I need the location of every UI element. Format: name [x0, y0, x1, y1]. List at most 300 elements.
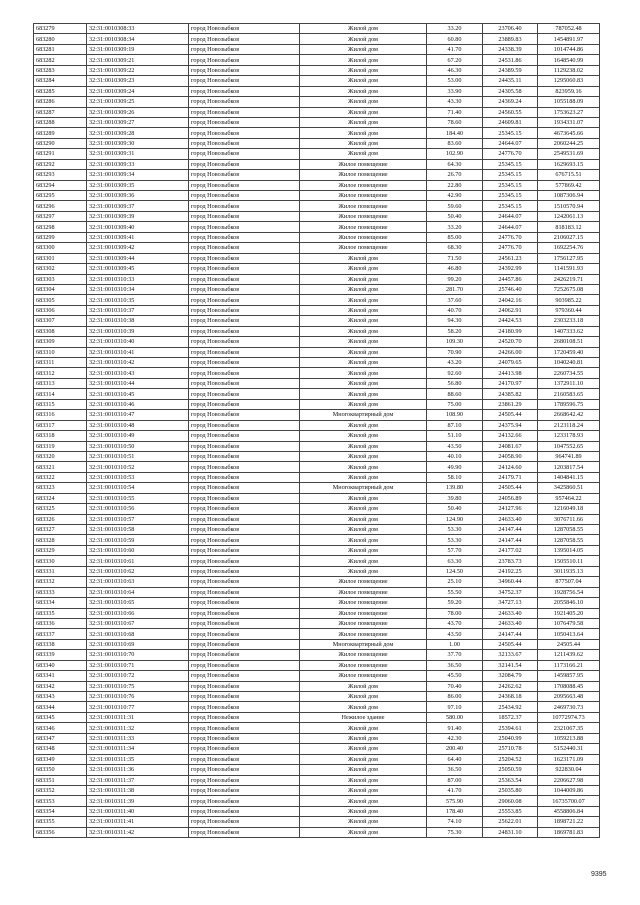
- location-cell: город Новозыбков: [189, 441, 300, 451]
- location-cell: город Новозыбков: [189, 24, 300, 34]
- row-number-cell: 683331: [34, 566, 87, 576]
- location-cell: город Новозыбков: [189, 556, 300, 566]
- area-cell: 58.20: [427, 326, 483, 336]
- table-row: [34, 827, 600, 837]
- location-cell: город Новозыбков: [189, 785, 300, 795]
- location-cell: город Новозыбков: [189, 514, 300, 524]
- table-row: [34, 399, 600, 409]
- unit-value-cell: 25345.15: [483, 170, 538, 180]
- cadastral-value-cell: 1242061.13: [538, 211, 600, 221]
- cadastral-value-cell: 16735700.07: [538, 796, 600, 806]
- area-cell: 22.80: [427, 180, 483, 190]
- cadastral-value-cell: 1055188.09: [538, 97, 600, 107]
- object-type-cell: Жилой дом: [300, 264, 427, 274]
- cadastral-number-cell: 32:31:0010309:25: [87, 97, 189, 107]
- unit-value-cell: 24505.44: [483, 639, 538, 649]
- cadastral-number-cell: 32:31:0010310:71: [87, 660, 189, 670]
- unit-value-cell: 24633.40: [483, 608, 538, 618]
- location-cell: город Новозыбков: [189, 525, 300, 535]
- unit-value-cell: 24147.44: [483, 535, 538, 545]
- location-cell: город Новозыбков: [189, 170, 300, 180]
- unit-value-cell: 25345.15: [483, 191, 538, 201]
- location-cell: город Новозыбков: [189, 462, 300, 472]
- row-number-cell: 683299: [34, 232, 87, 242]
- row-number-cell: 683324: [34, 493, 87, 503]
- register-sheet: [33, 23, 599, 838]
- unit-value-cell: 24170.97: [483, 378, 538, 388]
- location-cell: город Новозыбков: [189, 399, 300, 409]
- area-cell: 99.20: [427, 274, 483, 284]
- unit-value-cell: 25345.15: [483, 159, 538, 169]
- cadastral-number-cell: 32:31:0010309:35: [87, 180, 189, 190]
- object-type-cell: Жилое помещение: [300, 243, 427, 253]
- cadastral-number-cell: 32:31:0010310:59: [87, 535, 189, 545]
- cadastral-number-cell: 32:31:0010310:77: [87, 702, 189, 712]
- unit-value-cell: 24127.96: [483, 504, 538, 514]
- table-row: [34, 420, 600, 430]
- cadastral-number-cell: 32:31:0010310:56: [87, 504, 189, 514]
- row-number-cell: 683313: [34, 378, 87, 388]
- area-cell: 46.80: [427, 264, 483, 274]
- cadastral-number-cell: 32:31:0010309:27: [87, 117, 189, 127]
- cadastral-value-cell: 24505.44: [538, 639, 600, 649]
- area-cell: 75.30: [427, 827, 483, 837]
- area-cell: 83.60: [427, 138, 483, 148]
- cadastral-value-cell: 2095663.48: [538, 692, 600, 702]
- cadastral-value-cell: 1287058.55: [538, 535, 600, 545]
- row-number-cell: 683310: [34, 347, 87, 357]
- table-row: [34, 733, 600, 743]
- object-type-cell: Жилое помещение: [300, 577, 427, 587]
- cadastral-number-cell: 32:31:0010310:53: [87, 472, 189, 482]
- location-cell: город Новозыбков: [189, 107, 300, 117]
- area-cell: 26.70: [427, 170, 483, 180]
- cadastral-number-cell: 32:31:0010311:41: [87, 817, 189, 827]
- row-number-cell: 683303: [34, 274, 87, 284]
- object-type-cell: Многоквартирный дом: [300, 410, 427, 420]
- cadastral-number-cell: 32:31:0010311:33: [87, 733, 189, 743]
- object-type-cell: Жилое помещение: [300, 232, 427, 242]
- location-cell: город Новозыбков: [189, 138, 300, 148]
- area-cell: 580.00: [427, 712, 483, 722]
- cadastral-value-cell: 2160583.65: [538, 389, 600, 399]
- cadastral-value-cell: 877507.04: [538, 577, 600, 587]
- area-cell: 178.40: [427, 806, 483, 816]
- cadastral-number-cell: 32:31:0010311:38: [87, 785, 189, 795]
- row-number-cell: 683304: [34, 284, 87, 294]
- area-cell: 108.90: [427, 410, 483, 420]
- area-cell: 88.60: [427, 389, 483, 399]
- location-cell: город Новозыбков: [189, 44, 300, 54]
- cadastral-value-cell: 3425860.51: [538, 483, 600, 493]
- cadastral-value-cell: 1692254.76: [538, 243, 600, 253]
- object-type-cell: Жилое помещение: [300, 598, 427, 608]
- location-cell: город Новозыбков: [189, 817, 300, 827]
- object-type-cell: Жилой дом: [300, 545, 427, 555]
- cadastral-value-cell: 922830.04: [538, 765, 600, 775]
- cadastral-number-cell: 32:31:0010309:39: [87, 211, 189, 221]
- area-cell: 45.50: [427, 671, 483, 681]
- cadastral-number-cell: 32:31:0010310:34: [87, 284, 189, 294]
- cadastral-value-cell: 3076711.66: [538, 514, 600, 524]
- table-row: [34, 211, 600, 221]
- unit-value-cell: 24368.18: [483, 692, 538, 702]
- unit-value-cell: 24192.25: [483, 566, 538, 576]
- table-row: [34, 650, 600, 660]
- table-row: [34, 389, 600, 399]
- area-cell: 64.40: [427, 754, 483, 764]
- object-type-cell: Жилой дом: [300, 817, 427, 827]
- cadastral-value-cell: 2303233.18: [538, 316, 600, 326]
- object-type-cell: Жилое помещение: [300, 201, 427, 211]
- row-number-cell: 683280: [34, 34, 87, 44]
- area-cell: 42.90: [427, 191, 483, 201]
- table-row: [34, 232, 600, 242]
- location-cell: город Новозыбков: [189, 577, 300, 587]
- unit-value-cell: 23861.29: [483, 399, 538, 409]
- area-cell: 53.30: [427, 535, 483, 545]
- table-row: [34, 65, 600, 75]
- cadastral-value-cell: 1756127.95: [538, 253, 600, 263]
- table-row: [34, 681, 600, 691]
- unit-value-cell: 24056.89: [483, 493, 538, 503]
- location-cell: город Новозыбков: [189, 827, 300, 837]
- area-cell: 39.80: [427, 493, 483, 503]
- object-type-cell: Жилой дом: [300, 827, 427, 837]
- cadastral-number-cell: 32:31:0010309:19: [87, 44, 189, 54]
- cadastral-number-cell: 32:31:0010310:70: [87, 650, 189, 660]
- row-number-cell: 683293: [34, 170, 87, 180]
- table-row: [34, 264, 600, 274]
- location-cell: город Новозыбков: [189, 337, 300, 347]
- location-cell: город Новозыбков: [189, 618, 300, 628]
- cadastral-value-cell: 1044009.86: [538, 785, 600, 795]
- cadastral-number-cell: 32:31:0010310:69: [87, 639, 189, 649]
- unit-value-cell: 24132.66: [483, 431, 538, 441]
- row-number-cell: 683282: [34, 55, 87, 65]
- unit-value-cell: 24505.44: [483, 410, 538, 420]
- location-cell: город Новозыбков: [189, 243, 300, 253]
- cadastral-value-cell: 1505510.11: [538, 556, 600, 566]
- area-cell: 43.70: [427, 618, 483, 628]
- cadastral-number-cell: 32:31:0010309:45: [87, 264, 189, 274]
- unit-value-cell: 25622.01: [483, 817, 538, 827]
- cadastral-value-cell: 1898721.22: [538, 817, 600, 827]
- cadastral-number-cell: 32:31:0010310:39: [87, 326, 189, 336]
- cadastral-value-cell: 1129238.02: [538, 65, 600, 75]
- unit-value-cell: 24369.24: [483, 97, 538, 107]
- cadastral-value-cell: 1623171.09: [538, 754, 600, 764]
- cadastral-value-cell: 1211439.62: [538, 650, 600, 660]
- object-type-cell: Жилой дом: [300, 692, 427, 702]
- row-number-cell: 683290: [34, 138, 87, 148]
- row-number-cell: 683286: [34, 97, 87, 107]
- unit-value-cell: 25035.80: [483, 785, 538, 795]
- object-type-cell: Жилой дом: [300, 399, 427, 409]
- row-number-cell: 683317: [34, 420, 87, 430]
- unit-value-cell: 25710.78: [483, 744, 538, 754]
- object-type-cell: Жилой дом: [300, 504, 427, 514]
- unit-value-cell: 24392.99: [483, 264, 538, 274]
- row-number-cell: 683308: [34, 326, 87, 336]
- object-type-cell: Жилой дом: [300, 702, 427, 712]
- cadastral-value-cell: 1233178.93: [538, 431, 600, 441]
- cadastral-value-cell: 3011935.13: [538, 566, 600, 576]
- table-row: [34, 493, 600, 503]
- table-row: [34, 556, 600, 566]
- object-type-cell: Жилой дом: [300, 316, 427, 326]
- cadastral-number-cell: 32:31:0010310:43: [87, 368, 189, 378]
- cadastral-value-cell: 7252675.08: [538, 284, 600, 294]
- area-cell: 51.10: [427, 431, 483, 441]
- object-type-cell: Жилой дом: [300, 65, 427, 75]
- cadastral-number-cell: 32:31:0010309:24: [87, 86, 189, 96]
- unit-value-cell: 23706.40: [483, 24, 538, 34]
- cadastral-value-cell: 1173166.21: [538, 660, 600, 670]
- location-cell: город Новозыбков: [189, 55, 300, 65]
- cadastral-value-cell: 2321067.35: [538, 723, 600, 733]
- cadastral-number-cell: 32:31:0010310:63: [87, 577, 189, 587]
- location-cell: город Новозыбков: [189, 222, 300, 232]
- table-body: [34, 24, 600, 838]
- cadastral-number-cell: 32:31:0010310:40: [87, 337, 189, 347]
- cadastral-value-table: [33, 23, 600, 838]
- cadastral-number-cell: 32:31:0010310:38: [87, 316, 189, 326]
- area-cell: 40.70: [427, 305, 483, 315]
- row-number-cell: 683344: [34, 702, 87, 712]
- row-number-cell: 683354: [34, 806, 87, 816]
- object-type-cell: Жилой дом: [300, 86, 427, 96]
- unit-value-cell: 25434.92: [483, 702, 538, 712]
- table-row: [34, 618, 600, 628]
- table-row: [34, 545, 600, 555]
- table-row: [34, 180, 600, 190]
- object-type-cell: Жилой дом: [300, 347, 427, 357]
- unit-value-cell: 24305.58: [483, 86, 538, 96]
- location-cell: город Новозыбков: [189, 472, 300, 482]
- row-number-cell: 683322: [34, 472, 87, 482]
- cadastral-number-cell: 32:31:0010310:46: [87, 399, 189, 409]
- area-cell: 33.20: [427, 24, 483, 34]
- location-cell: город Новозыбков: [189, 410, 300, 420]
- unit-value-cell: 24079.65: [483, 358, 538, 368]
- cadastral-value-cell: 2469730.73: [538, 702, 600, 712]
- row-number-cell: 683285: [34, 86, 87, 96]
- cadastral-value-cell: 1295060.83: [538, 76, 600, 86]
- object-type-cell: Жилой дом: [300, 733, 427, 743]
- table-row: [34, 201, 600, 211]
- area-cell: 75.00: [427, 399, 483, 409]
- table-row: [34, 347, 600, 357]
- area-cell: 85.00: [427, 232, 483, 242]
- cadastral-value-cell: 1459857.95: [538, 671, 600, 681]
- table-row: [34, 817, 600, 827]
- unit-value-cell: 24776.70: [483, 149, 538, 159]
- object-type-cell: Жилой дом: [300, 44, 427, 54]
- row-number-cell: 683320: [34, 451, 87, 461]
- cadastral-value-cell: 1869781.83: [538, 827, 600, 837]
- unit-value-cell: 25345.15: [483, 180, 538, 190]
- cadastral-value-cell: 964741.89: [538, 451, 600, 461]
- location-cell: город Новозыбков: [189, 681, 300, 691]
- location-cell: город Новозыбков: [189, 493, 300, 503]
- table-row: [34, 587, 600, 597]
- cadastral-value-cell: 1216049.18: [538, 504, 600, 514]
- table-row: [34, 284, 600, 294]
- cadastral-value-cell: 2060244.25: [538, 138, 600, 148]
- unit-value-cell: 24042.16: [483, 295, 538, 305]
- table-row: [34, 525, 600, 535]
- row-number-cell: 683336: [34, 618, 87, 628]
- table-row: [34, 159, 600, 169]
- unit-value-cell: 23783.73: [483, 556, 538, 566]
- location-cell: город Новозыбков: [189, 535, 300, 545]
- cadastral-value-cell: 787052.48: [538, 24, 600, 34]
- table-row: [34, 24, 600, 34]
- table-row: [34, 692, 600, 702]
- unit-value-cell: 24609.81: [483, 117, 538, 127]
- table-row: [34, 451, 600, 461]
- cadastral-number-cell: 32:31:0010308:34: [87, 34, 189, 44]
- cadastral-value-cell: 1141591.93: [538, 264, 600, 274]
- unit-value-cell: 24831.10: [483, 827, 538, 837]
- page-number: 9395: [591, 871, 607, 878]
- location-cell: город Новозыбков: [189, 295, 300, 305]
- location-cell: город Новозыбков: [189, 368, 300, 378]
- unit-value-cell: 24457.86: [483, 274, 538, 284]
- row-number-cell: 683316: [34, 410, 87, 420]
- object-type-cell: Жилое помещение: [300, 608, 427, 618]
- object-type-cell: Жилой дом: [300, 441, 427, 451]
- unit-value-cell: 24776.70: [483, 232, 538, 242]
- table-row: [34, 86, 600, 96]
- cadastral-number-cell: 32:31:0010311:34: [87, 744, 189, 754]
- row-number-cell: 683332: [34, 577, 87, 587]
- area-cell: 50.40: [427, 504, 483, 514]
- area-cell: 41.70: [427, 785, 483, 795]
- cadastral-value-cell: 1648540.99: [538, 55, 600, 65]
- table-row: [34, 295, 600, 305]
- unit-value-cell: 24644.07: [483, 211, 538, 221]
- object-type-cell: Жилой дом: [300, 556, 427, 566]
- cadastral-number-cell: 32:31:0010309:31: [87, 149, 189, 159]
- table-row: [34, 598, 600, 608]
- cadastral-number-cell: 32:31:0010309:21: [87, 55, 189, 65]
- area-cell: 53.30: [427, 525, 483, 535]
- unit-value-cell: 24147.44: [483, 629, 538, 639]
- unit-value-cell: 32084.79: [483, 671, 538, 681]
- cadastral-number-cell: 32:31:0010309:40: [87, 222, 189, 232]
- location-cell: город Новозыбков: [189, 117, 300, 127]
- object-type-cell: Жилой дом: [300, 723, 427, 733]
- location-cell: город Новозыбков: [189, 201, 300, 211]
- cadastral-number-cell: 32:31:0010310:33: [87, 274, 189, 284]
- row-number-cell: 683281: [34, 44, 87, 54]
- object-type-cell: Жилой дом: [300, 305, 427, 315]
- location-cell: город Новозыбков: [189, 159, 300, 169]
- table-row: [34, 358, 600, 368]
- location-cell: город Новозыбков: [189, 347, 300, 357]
- row-number-cell: 683291: [34, 149, 87, 159]
- table-row: [34, 754, 600, 764]
- location-cell: город Новозыбков: [189, 545, 300, 555]
- cadastral-number-cell: 32:31:0010308:33: [87, 24, 189, 34]
- cadastral-number-cell: 32:31:0010310:48: [87, 420, 189, 430]
- cadastral-number-cell: 32:31:0010310:61: [87, 556, 189, 566]
- object-type-cell: Жилой дом: [300, 253, 427, 263]
- row-number-cell: 683339: [34, 650, 87, 660]
- cadastral-number-cell: 32:31:0010310:49: [87, 431, 189, 441]
- table-row: [34, 337, 600, 347]
- area-cell: 41.70: [427, 44, 483, 54]
- location-cell: город Новозыбков: [189, 149, 300, 159]
- table-row: [34, 472, 600, 482]
- location-cell: город Новозыбков: [189, 34, 300, 44]
- table-row: [34, 765, 600, 775]
- area-cell: 74.10: [427, 817, 483, 827]
- location-cell: город Новозыбков: [189, 483, 300, 493]
- cadastral-number-cell: 32:31:0010310:62: [87, 566, 189, 576]
- unit-value-cell: 18572.37: [483, 712, 538, 722]
- cadastral-value-cell: 577869.42: [538, 180, 600, 190]
- object-type-cell: Жилой дом: [300, 128, 427, 138]
- cadastral-value-cell: 903985.22: [538, 295, 600, 305]
- unit-value-cell: 24179.71: [483, 472, 538, 482]
- row-number-cell: 683311: [34, 358, 87, 368]
- object-type-cell: Многоквартирный дом: [300, 639, 427, 649]
- location-cell: город Новозыбков: [189, 451, 300, 461]
- cadastral-number-cell: 32:31:0010309:23: [87, 76, 189, 86]
- row-number-cell: 683279: [34, 24, 87, 34]
- location-cell: город Новозыбков: [189, 180, 300, 190]
- cadastral-value-cell: 1510570.94: [538, 201, 600, 211]
- object-type-cell: Жилое помещение: [300, 660, 427, 670]
- cadastral-number-cell: 32:31:0010309:34: [87, 170, 189, 180]
- unit-value-cell: 24262.62: [483, 681, 538, 691]
- row-number-cell: 683327: [34, 525, 87, 535]
- area-cell: 92.60: [427, 368, 483, 378]
- area-cell: 71.50: [427, 253, 483, 263]
- cadastral-number-cell: 32:31:0010310:44: [87, 378, 189, 388]
- area-cell: 78.00: [427, 608, 483, 618]
- location-cell: город Новозыбков: [189, 744, 300, 754]
- location-cell: город Новозыбков: [189, 305, 300, 315]
- unit-value-cell: 24375.94: [483, 420, 538, 430]
- table-row: [34, 97, 600, 107]
- object-type-cell: Жилой дом: [300, 107, 427, 117]
- row-number-cell: 683347: [34, 733, 87, 743]
- table-row: [34, 253, 600, 263]
- object-type-cell: Жилой дом: [300, 24, 427, 34]
- location-cell: город Новозыбков: [189, 796, 300, 806]
- object-type-cell: Жилое помещение: [300, 587, 427, 597]
- unit-value-cell: 25553.85: [483, 806, 538, 816]
- row-number-cell: 683348: [34, 744, 87, 754]
- location-cell: город Новозыбков: [189, 775, 300, 785]
- location-cell: город Новозыбков: [189, 128, 300, 138]
- cadastral-number-cell: 32:31:0010311:37: [87, 775, 189, 785]
- location-cell: город Новозыбков: [189, 629, 300, 639]
- table-row: [34, 55, 600, 65]
- area-cell: 46.30: [427, 65, 483, 75]
- location-cell: город Новозыбков: [189, 378, 300, 388]
- unit-value-cell: 34960.44: [483, 577, 538, 587]
- area-cell: 59.20: [427, 598, 483, 608]
- area-cell: 71.40: [427, 107, 483, 117]
- object-type-cell: Жилое помещение: [300, 191, 427, 201]
- cadastral-number-cell: 32:31:0010311:31: [87, 712, 189, 722]
- cadastral-number-cell: 32:31:0010310:47: [87, 410, 189, 420]
